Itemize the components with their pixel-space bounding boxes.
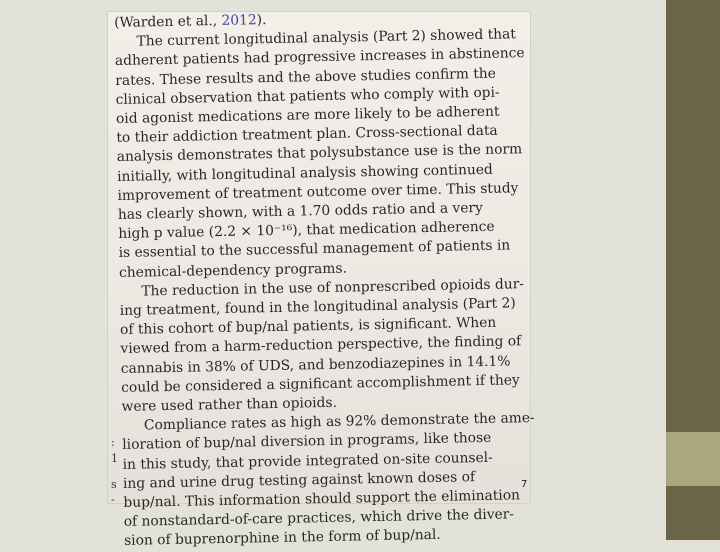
text-line: sion of buprenorphine in the form of bup/nal. bbox=[124, 527, 441, 550]
margin-mark: 1 bbox=[111, 452, 118, 465]
sidebar-bar-top bbox=[666, 0, 720, 432]
text-line: clinical observation that patients who comply with opi- bbox=[115, 84, 500, 108]
text-line: ing and urine drug testing against known doses of bbox=[122, 469, 476, 492]
text-line: analysis demonstrates that polysubstance use is the norm bbox=[116, 141, 523, 166]
text-line: to their addiction treatment plan. Cross-sectional data bbox=[116, 122, 498, 147]
slide-number: 7 bbox=[521, 479, 528, 490]
text-line: chemical-dependency programs. bbox=[118, 260, 348, 281]
text-line: in this study, that provide integrated on-site counsel- bbox=[122, 449, 493, 473]
text-line: Compliance rates as high as 92% demonstrate the ame- bbox=[143, 410, 535, 434]
text-line: adherent patients had progressive increases in abstinence bbox=[114, 45, 525, 70]
text-line: oid agonist medications are more likely to be adherent bbox=[115, 103, 500, 127]
sidebar-bar-bottom bbox=[666, 486, 720, 540]
text-line: could be considered a significant accomplishment if they bbox=[121, 372, 520, 396]
sidebar-accent-block bbox=[666, 432, 720, 486]
text-line: of nonstandard-of-care practices, which drive the diver- bbox=[123, 506, 515, 531]
text-line: bup/nal. This information should support the elimination bbox=[123, 487, 521, 511]
text-line: improvement of treatment outcome over time. This study bbox=[117, 180, 519, 204]
margin-mark: - bbox=[111, 493, 115, 506]
text-line: high p value (2.2 × 10⁻¹⁶), that medication adherence bbox=[118, 218, 495, 243]
margin-mark: : bbox=[111, 436, 115, 449]
citation-year: 2012 bbox=[221, 12, 257, 29]
text-line: lioration of bup/nal diversion in programs, like those bbox=[122, 430, 492, 454]
book-page-photo bbox=[108, 12, 535, 550]
text-line: initially, with longitudinal analysis showing continued bbox=[117, 161, 493, 185]
page-text bbox=[114, 4, 544, 552]
text-line: has clearly shown, with a 1.70 odds ratio and a very bbox=[117, 199, 483, 223]
text-line: rates. These results and the above studies confirm the bbox=[115, 65, 497, 89]
text-line: The reduction in the use of nonprescribed opioids dur- bbox=[141, 276, 525, 300]
text-line: is essential to the successful management of patients in bbox=[118, 237, 511, 262]
text-line: The current longitudinal analysis (Part 2) showed that bbox=[136, 26, 517, 50]
citation-prefix: (Warden et al., bbox=[114, 12, 222, 31]
text-line: cannabis in 38% of UDS, and benzodiazepines in 14.1% bbox=[120, 353, 511, 377]
text-line: viewed from a harm-reduction perspective, the finding of bbox=[120, 333, 522, 358]
margin-mark: s bbox=[111, 478, 117, 491]
text-line: ing treatment, found in the longitudinal analysis (Part 2) bbox=[119, 295, 516, 319]
text-line: of this cohort of bup/nal patients, is significant. When bbox=[119, 314, 497, 339]
citation-suffix: ). bbox=[256, 12, 267, 29]
text-line: were used rather than opioids. bbox=[121, 394, 338, 415]
